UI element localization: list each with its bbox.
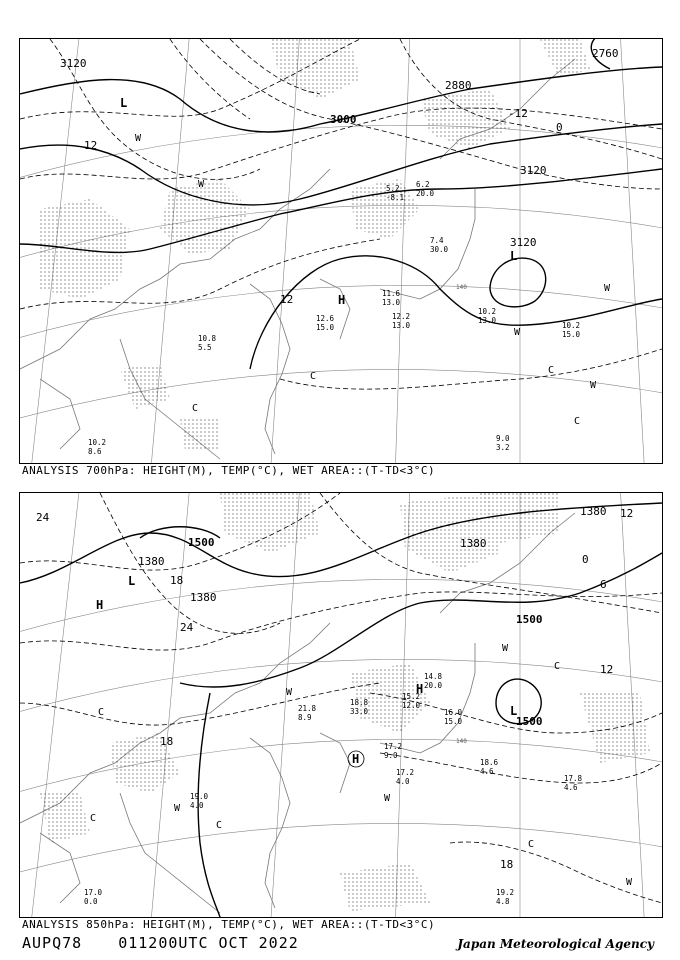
station-temp: 10.2 bbox=[562, 321, 581, 330]
station-temp: 18.6 bbox=[480, 758, 499, 767]
station-temp: 19.0 bbox=[190, 792, 209, 801]
region-mark: C bbox=[574, 416, 581, 427]
region-mark: W bbox=[604, 283, 611, 294]
isotherm-label: 12 bbox=[600, 663, 614, 676]
station-dewpoint: 4.6 bbox=[480, 767, 494, 776]
region-mark: W bbox=[198, 179, 205, 190]
isotherm-label: 6 bbox=[600, 578, 607, 591]
contour-label: 2880 bbox=[445, 79, 472, 92]
station-dewpoint: 4.8 bbox=[496, 897, 510, 906]
station-plot bbox=[478, 307, 497, 325]
contour-label: 2760 bbox=[592, 47, 619, 60]
station-dewpoint: 8.9 bbox=[298, 713, 312, 722]
region-mark: C bbox=[528, 839, 535, 850]
contour-label: 1500 bbox=[516, 613, 543, 626]
station-temp: 17.2 bbox=[384, 742, 403, 751]
station-plot bbox=[402, 692, 421, 710]
station-plot bbox=[424, 672, 443, 690]
station-dewpoint: 13.0 bbox=[392, 321, 411, 330]
station-temp: 10.2 bbox=[88, 438, 107, 447]
station-temp: 17.2 bbox=[396, 768, 415, 777]
pressure-center-low: L bbox=[120, 96, 128, 110]
station-plot bbox=[444, 708, 463, 726]
region-mark: C bbox=[554, 661, 561, 672]
station-dewpoint: 33.0 bbox=[350, 707, 369, 716]
isotherm-label: 12 bbox=[84, 139, 98, 152]
contour-label: 3120 bbox=[510, 236, 537, 249]
station-dewpoint: 15.0 bbox=[562, 330, 581, 339]
station-dewpoint: 12.0 bbox=[402, 701, 421, 710]
contour-label: 3120 bbox=[520, 164, 547, 177]
station-dewpoint: 15.0 bbox=[444, 717, 463, 726]
region-mark: W bbox=[286, 687, 293, 698]
contour-label: 1380 bbox=[460, 537, 487, 550]
product-footer bbox=[22, 934, 325, 952]
contour-label: 1380 bbox=[580, 505, 607, 518]
station-temp: 16.0 bbox=[444, 708, 463, 717]
pressure-center-high: H bbox=[338, 293, 346, 307]
station-temp: 7.4 bbox=[430, 236, 444, 245]
station-group bbox=[88, 180, 581, 456]
region-mark: W bbox=[626, 877, 633, 888]
isotherm-label: 0 bbox=[556, 121, 563, 134]
station-plot bbox=[480, 758, 499, 776]
station-plot bbox=[496, 434, 510, 452]
isotherms bbox=[20, 493, 662, 903]
station-dewpoint: 0.0 bbox=[84, 897, 98, 906]
station-dewpoint: -8.1 bbox=[386, 193, 405, 202]
region-mark: W bbox=[502, 643, 509, 654]
graticule bbox=[20, 493, 662, 917]
pressure-center-low: L bbox=[510, 704, 518, 718]
station-dewpoint: 9.0 bbox=[384, 751, 398, 760]
station-dewpoint: 20.0 bbox=[416, 189, 435, 198]
station-plot bbox=[496, 888, 514, 906]
longitude-tag: 140 bbox=[456, 738, 467, 745]
height-contours bbox=[20, 503, 662, 917]
station-plot bbox=[392, 312, 411, 330]
caption-850hpa: ANALYSIS 850hPa: HEIGHT(M), TEMP(°C), WET AREA::(T-TD<3°C) bbox=[22, 918, 436, 931]
isotherm-label: 24 bbox=[180, 621, 194, 634]
station-plot bbox=[416, 180, 435, 198]
region-mark: C bbox=[548, 365, 555, 376]
region-mark: C bbox=[216, 820, 223, 831]
region-mark: W bbox=[384, 793, 391, 804]
region-mark: W bbox=[135, 133, 142, 144]
station-plot bbox=[396, 768, 414, 786]
station-temp: 19.2 bbox=[496, 888, 515, 897]
region-mark: C bbox=[90, 813, 97, 824]
station-temp: 10.2 bbox=[478, 307, 497, 316]
pressure-center-low: L bbox=[128, 574, 136, 588]
agency-name: Japan Meteorological Agency bbox=[457, 937, 654, 951]
isotherm-label: 24 bbox=[36, 511, 50, 524]
pressure-center-high: H bbox=[96, 598, 104, 612]
station-plot bbox=[198, 334, 217, 352]
contour-label: 3000 bbox=[330, 113, 357, 126]
contour-label: 1380 bbox=[190, 591, 217, 604]
station-temp: 11.6 bbox=[382, 289, 401, 298]
station-temp: 12.6 bbox=[316, 314, 335, 323]
station-dewpoint: 3.2 bbox=[496, 443, 510, 452]
pressure-center-low: L bbox=[510, 249, 518, 263]
station-dewpoint: 15.0 bbox=[316, 323, 335, 332]
station-dewpoint: 13.0 bbox=[478, 316, 497, 325]
station-temp: 5.2 bbox=[386, 184, 400, 193]
station-plot bbox=[84, 888, 103, 906]
contour-label: 1500 bbox=[188, 536, 215, 549]
station-plot bbox=[350, 698, 369, 716]
chart-panel-700hpa bbox=[19, 38, 663, 464]
caption-700hpa: ANALYSIS 700hPa: HEIGHT(M), TEMP(°C), WET AREA::(T-TD<3°C) bbox=[22, 464, 436, 477]
isotherm-label: 18 bbox=[500, 858, 514, 871]
station-dewpoint: 4.0 bbox=[190, 801, 204, 810]
station-plot bbox=[316, 314, 335, 332]
region-mark: W bbox=[174, 803, 181, 814]
station-temp: 18.8 bbox=[350, 698, 369, 707]
region-mark: C bbox=[98, 707, 105, 718]
station-temp: 15.2 bbox=[402, 692, 421, 701]
station-temp: 6.2 bbox=[416, 180, 430, 189]
station-plot bbox=[384, 742, 402, 760]
region-mark: C bbox=[192, 403, 199, 414]
contour-label: 1500 bbox=[516, 715, 543, 728]
station-dewpoint: 30.0 bbox=[430, 245, 449, 254]
station-dewpoint: 4.6 bbox=[564, 783, 578, 792]
station-temp: 10.8 bbox=[198, 334, 217, 343]
isotherm-label: -12 bbox=[508, 107, 528, 120]
isotherm-label: 12 bbox=[620, 507, 634, 520]
station-temp: 21.8 bbox=[298, 704, 317, 713]
station-plot bbox=[88, 438, 106, 456]
station-dewpoint: 13.0 bbox=[382, 298, 401, 307]
station-temp: 9.0 bbox=[496, 434, 510, 443]
contour-label: 3120 bbox=[60, 57, 87, 70]
isotherm-label: 18 bbox=[170, 574, 184, 587]
isotherm-label: 12 bbox=[280, 293, 294, 306]
contour-label: 1380 bbox=[138, 555, 165, 568]
longitude-tag: 140 bbox=[456, 284, 467, 291]
station-plot bbox=[298, 704, 317, 722]
region-mark: W bbox=[590, 380, 597, 391]
isotherm-label-group bbox=[36, 507, 633, 871]
station-plot bbox=[190, 792, 209, 810]
wet-area bbox=[40, 493, 650, 911]
station-plot bbox=[430, 236, 449, 254]
station-dewpoint: 20.0 bbox=[424, 681, 443, 690]
chart-panel-850hpa bbox=[19, 492, 663, 918]
valid-time: 011200UTC OCT 2022 bbox=[118, 934, 299, 952]
station-dewpoint: 4.0 bbox=[396, 777, 410, 786]
map-700hpa bbox=[20, 39, 662, 463]
station-temp: 17.0 bbox=[84, 888, 103, 897]
product-id: AUPQ78 bbox=[22, 934, 83, 952]
isotherm-label: 18 bbox=[160, 735, 174, 748]
station-plot bbox=[382, 289, 401, 307]
station-dewpoint: 5.5 bbox=[198, 343, 212, 352]
station-temp: 17.8 bbox=[564, 774, 583, 783]
station-plot bbox=[562, 321, 581, 339]
pressure-center-high: H bbox=[416, 682, 424, 696]
isotherm-label: 0 bbox=[582, 553, 589, 566]
pressure-center-high: H bbox=[352, 752, 360, 766]
station-temp: 14.8 bbox=[424, 672, 443, 681]
station-dewpoint: 8.6 bbox=[88, 447, 102, 456]
station-temp: 12.2 bbox=[392, 312, 411, 321]
region-mark: W bbox=[514, 327, 521, 338]
region-mark: C bbox=[310, 371, 317, 382]
map-850hpa bbox=[20, 493, 662, 917]
